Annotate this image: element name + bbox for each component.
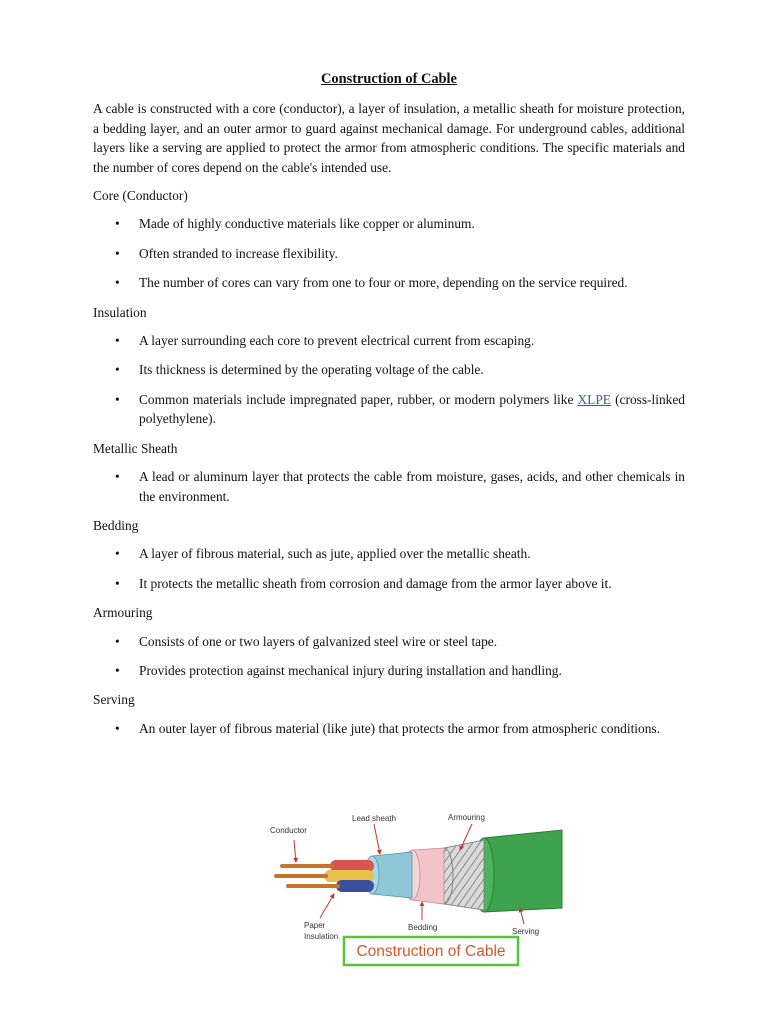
- conductor-copper-1: [280, 864, 334, 868]
- section-heading-insulation: Insulation: [93, 304, 147, 320]
- list-item: • A lead or aluminum layer that protects the cable from moisture, gases, acids, and other chemicals in the environment.: [115, 469, 685, 504]
- cable-diagram: [262, 808, 572, 972]
- list-item: • It protects the metallic sheath from corrosion and damage from the armor layer above it.: [93, 574, 685, 593]
- bullet-icon: •: [115, 275, 120, 291]
- lead-sheath-arrow: [374, 824, 380, 854]
- intro-paragraph: A cable is constructed with a core (conductor), a layer of insulation, a metallic sheath for moisture protection, a bedding layer, and an outer armor to guard against mechanical damage. For underground cables, additional layers like a serving are applied to protect the armor from atmospheric conditions. The specific materials and the number of cores depend on the cable's intended use.: [93, 101, 685, 175]
- page-title: Construction of Cable: [321, 71, 457, 87]
- bullet-icon: •: [115, 245, 120, 261]
- label-paper: Paper: [304, 921, 326, 930]
- section-heading-sheath: Metallic Sheath: [93, 440, 178, 456]
- cable-construction-figure: [262, 808, 572, 972]
- section-heading-armouring: Armouring: [93, 605, 153, 621]
- label-serving: Serving: [512, 927, 540, 936]
- bullet-icon: •: [115, 362, 120, 378]
- bullet-icon: •: [115, 662, 120, 678]
- label-bedding: Bedding: [408, 923, 438, 932]
- label-insulation: Insulation: [304, 932, 339, 941]
- list-item: • Provides protection against mechanical injury during installation and handling.: [93, 661, 685, 680]
- list-item: • A layer surrounding each core to prevent electrical current from escaping.: [93, 331, 685, 350]
- bullet-icon: •: [115, 333, 120, 349]
- xlpe-link[interactable]: XLPE: [577, 391, 611, 407]
- bullet-icon: •: [115, 633, 120, 649]
- bullet-icon: •: [115, 546, 120, 562]
- serving-layer: [484, 830, 562, 912]
- label-conductor: Conductor: [270, 826, 307, 835]
- bedding-list: [93, 544, 685, 593]
- conductor-copper-3: [286, 884, 340, 888]
- list-item: • Made of highly conductive materials like copper or aluminum.: [93, 214, 685, 233]
- conductor-arrow: [294, 840, 296, 862]
- insulation-list: [93, 331, 685, 429]
- section-heading-serving: Serving: [93, 692, 135, 708]
- armouring-list: [93, 632, 685, 681]
- section-heading-bedding: Bedding: [93, 517, 139, 533]
- list-item: • Consists of one or two layers of galvanized steel wire or steel tape.: [93, 632, 685, 651]
- bullet-icon: •: [115, 575, 120, 591]
- sheath-list: [93, 467, 685, 506]
- label-armouring: Armouring: [448, 813, 485, 822]
- serving-list: [93, 719, 685, 738]
- core-insulation-blue: [336, 880, 374, 892]
- list-item: • An outer layer of fibrous material (like jute) that protects the armor from atmospheric conditions.: [93, 719, 685, 738]
- list-item: • The number of cores can vary from one to four or more, depending on the service required.: [93, 273, 685, 292]
- bullet-icon: •: [115, 391, 120, 407]
- section-heading-core: Core (Conductor): [93, 188, 188, 204]
- paper-insulation-arrow: [320, 894, 334, 918]
- list-item: • Its thickness is determined by the operating voltage of the cable.: [93, 360, 685, 379]
- figure-caption: Construction of Cable: [356, 943, 506, 960]
- bullet-icon: •: [115, 469, 120, 485]
- list-item: • A layer of fibrous material, such as jute, applied over the metallic sheath.: [93, 544, 685, 563]
- bullet-icon: •: [115, 216, 120, 232]
- conductor-copper-2: [274, 874, 328, 878]
- label-lead-sheath: Lead sheath: [352, 814, 397, 823]
- list-item: • Often stranded to increase flexibility.: [93, 244, 685, 263]
- document-page: [93, 70, 685, 748]
- core-list: [93, 214, 685, 292]
- list-item: • Common materials include impregnated paper, rubber, or modern polymers like XLPE (cross-linked polyethylene).: [115, 391, 685, 427]
- bullet-icon: •: [115, 720, 120, 736]
